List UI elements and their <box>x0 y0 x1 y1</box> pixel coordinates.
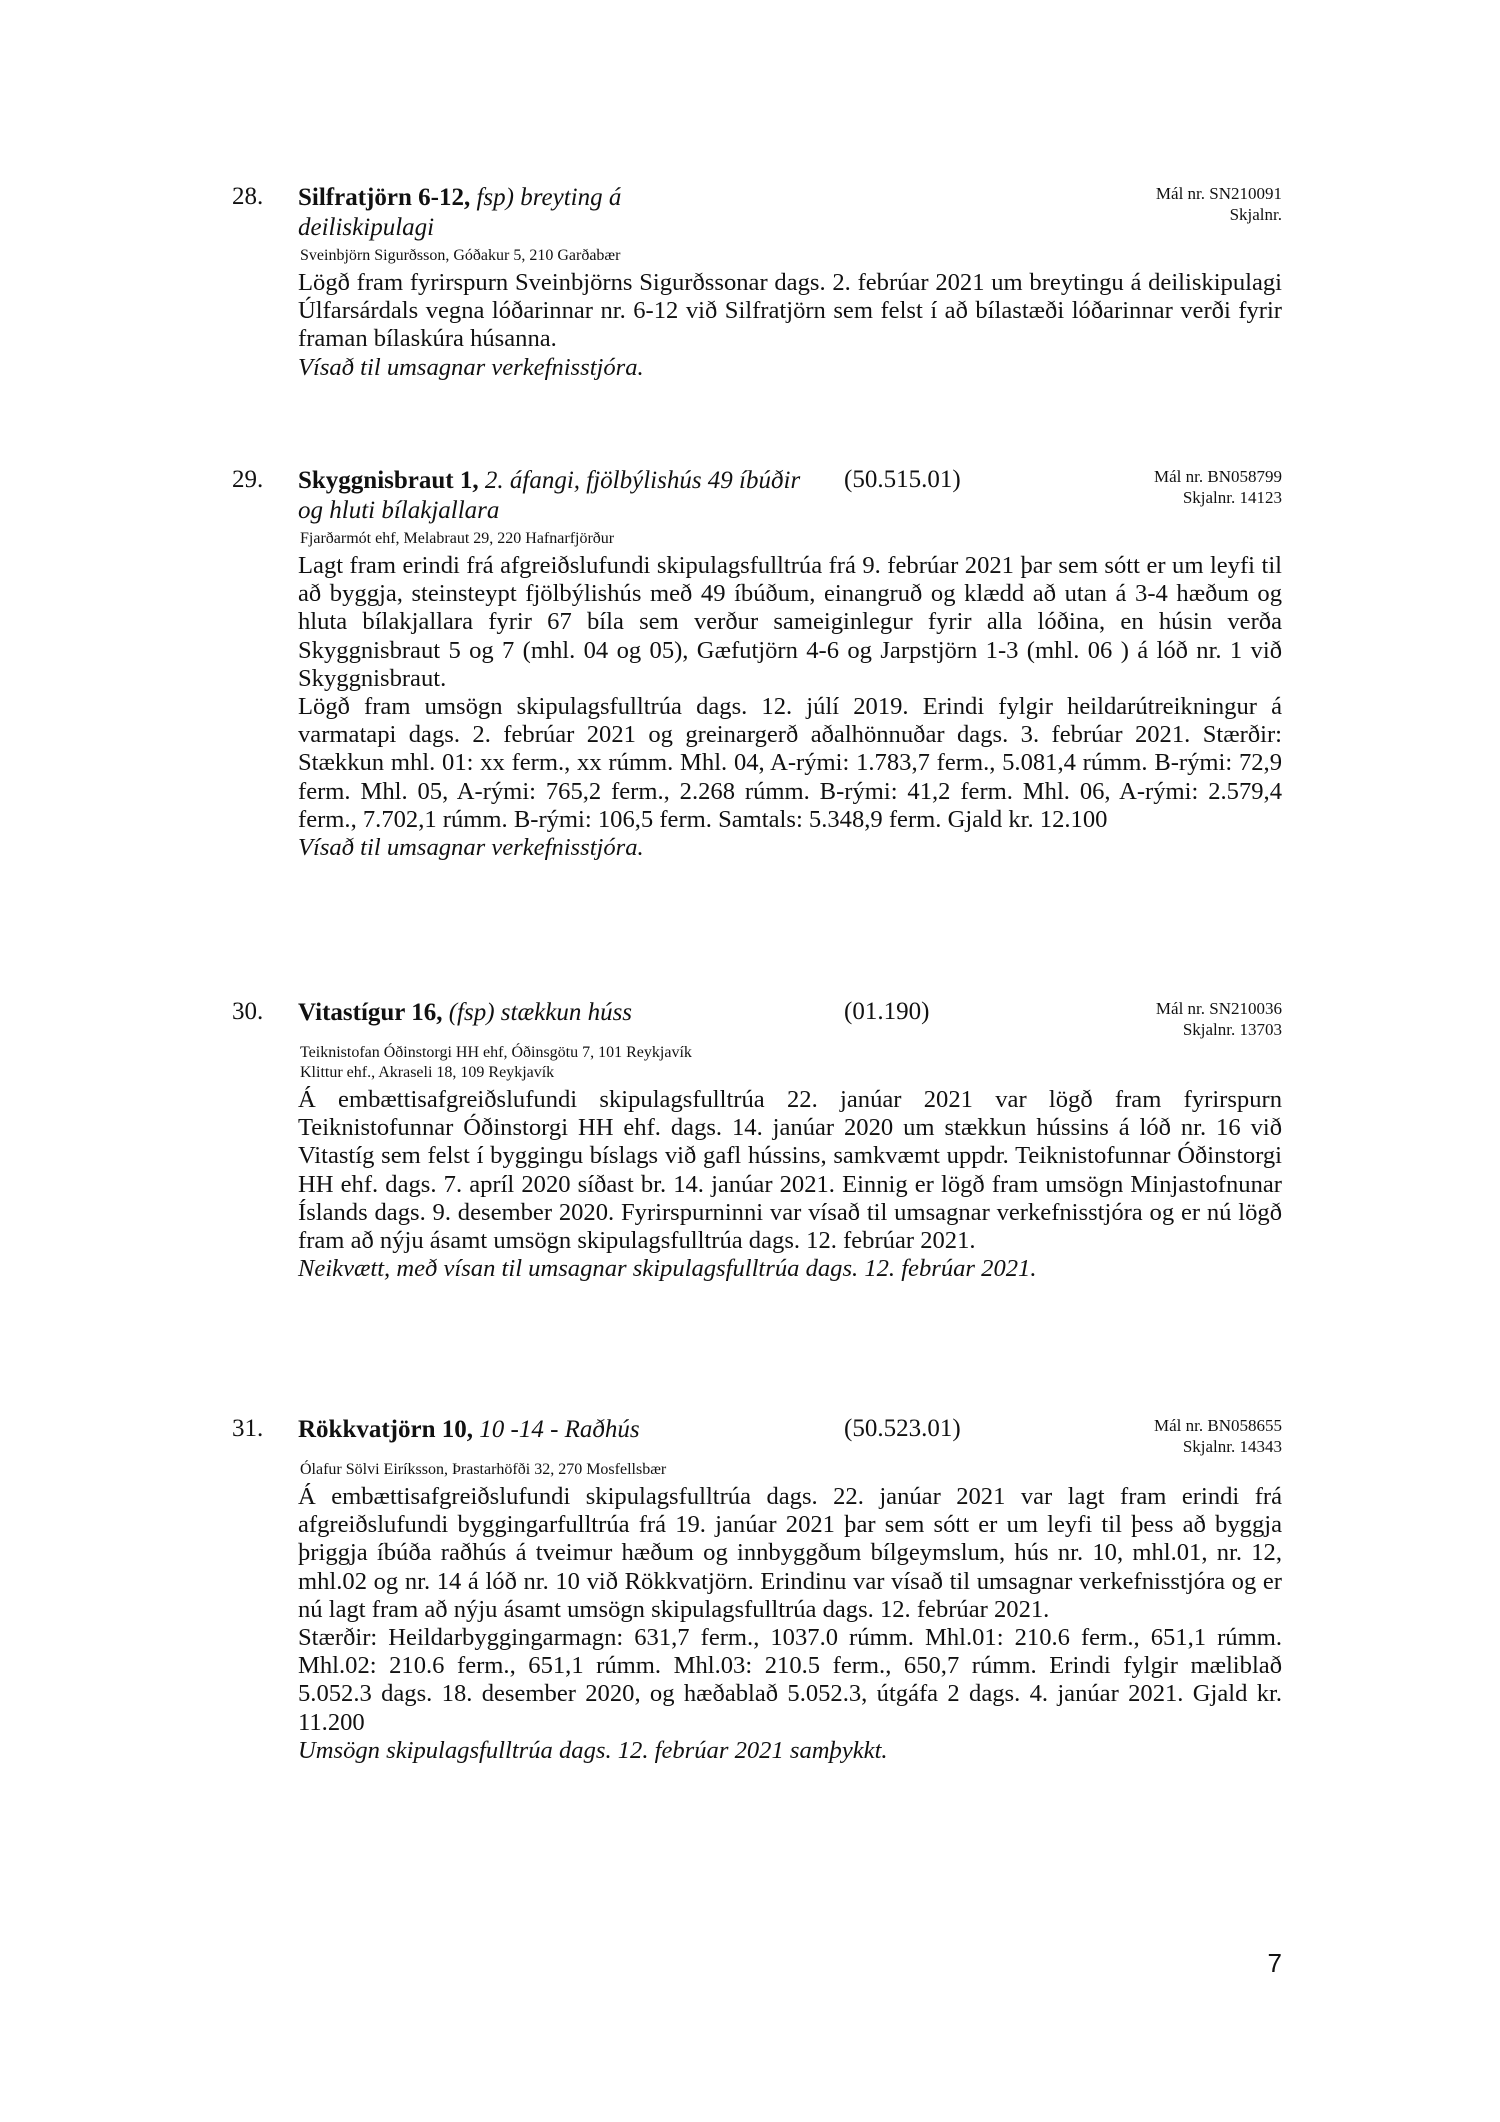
item-description: 2. áfangi, fjölbýlishús 49 íbúðir og hluti bílakjallara <box>298 467 801 524</box>
item-number: 29. <box>232 466 264 493</box>
item-heading <box>298 998 858 1028</box>
applicant: Teiknistofan Óðinstorgi HH ehf, Óðinsgötu 7, 101 Reykjavík <box>300 1044 692 1061</box>
item-number: 30. <box>232 998 264 1025</box>
item-number: 31. <box>232 1415 264 1442</box>
applicant-list <box>300 246 620 266</box>
item-heading <box>298 466 818 526</box>
applicant: Fjarðarmót ehf, Melabraut 29, 220 Hafnarfjörður <box>300 530 615 547</box>
item-paragraph: Lögð fram umsögn skipulagsfulltrúa dags. 12. júlí 2019. Erindi fylgir heildarútreikningur á varmatapi dags. 2. febrúar 2021 og greinargerð aðalhönnuðar dags. 3. febrúar 2021. Stærðir: Stækkun mhl. 01: xx ferm., xx rúmm. Mhl. 04, A-rými: 1.783,7 ferm., 5.081,4 rúmm. B-rými: 72,9 ferm. Mhl. 05, A-rými: 765,2 ferm., 2.268 rúmm. B-rými: 41,2 ferm. Mhl. 06, A-rými: 2.579,4 ferm., 7.702,1 rúmm. B-rými: 106,5 ferm. Samtals: 5.348,9 ferm. Gjald kr. 12.100 <box>298 693 1282 833</box>
item-body <box>298 1483 1282 1765</box>
item-description: (fsp) stækkun húss <box>448 999 633 1026</box>
item-address: Silfratjörn 6-12, <box>298 184 471 211</box>
item-address: Vitastígur 16, <box>298 999 443 1026</box>
item-body <box>298 269 1282 382</box>
item-body <box>298 1086 1282 1283</box>
document-number: Skjalnr. 14343 <box>1182 1437 1282 1456</box>
item-conclusion: Umsögn skipulagsfulltrúa dags. 12. febrúar 2021 samþykkt. <box>298 1736 888 1764</box>
page-number: 7 <box>1267 1948 1282 1978</box>
item-paragraph: Á embættisafgreiðslufundi skipulagsfulltrúa 22. janúar 2021 var lögð fram fyrirspurn Teiknistofunnar Óðinstorgi HH ehf. dags. 14. janúar 2020 um stækkun hússins á lóð nr. 16 við Vitastíg sem felst í byggingu bíslags við gafl hússins, samkvæmt uppdr. Teiknistofunnar Óðinstorgi HH ehf. dags. 7. apríl 2020 síðast br. 14. janúar 2021. Einnig er lögð fram umsögn Minjastofnunar Íslands dags. 9. desember 2020. Fyrirspurninni var vísað til umsagnar verkefnisstjóra og er nú lögð fram að nýju ásamt umsögn skipulagsfulltrúa dags. 12. febrúar 2021. <box>298 1086 1282 1255</box>
land-number: (50.523.01) <box>844 1415 961 1442</box>
applicant: Ólafur Sölvi Eiríksson, Þrastarhöfði 32, 270 Mosfellsbær <box>300 1461 667 1478</box>
case-reference <box>1082 998 1282 1040</box>
item-paragraph: Lagt fram erindi frá afgreiðslufundi skipulagsfulltrúa frá 9. febrúar 2021 þar sem sótt er um leyfi til að byggja, steinsteypt fjölbýlishús með 49 íbúðum, einangruð og klædd að utan á 3-4 hæðum og hluta bílakjallara fyrir 67 bíla sem verður sameiginlegur fyrir alla lóðina, en húsin verða Skyggnisbraut 5 og 7 (mhl. 04 og 05), Gæfutjörn 4-6 og Jarpstjörn 1-3 (mhl. 06 ) á lóð nr. 1 við Skyggnisbraut. <box>298 552 1282 692</box>
item-heading <box>298 1415 858 1445</box>
item-paragraph: Á embættisafgreiðslufundi skipulagsfulltrúa dags. 22. janúar 2021 var lagt fram erindi frá afgreiðslufundi byggingarfulltrúa frá 19. janúar 2021 þar sem sótt er um leyfi til þess að byggja þriggja íbúða raðhús á tveimur hæðum og innbyggðum bílgeymslum, hús nr. 10, mhl.01, nr. 12, mhl.02 og nr. 14 á lóð nr. 10 við Rökkvatjörn. Erindinu var vísað til umsagnar verkefnisstjóra og er nú lagt fram að nýju ásamt umsögn skipulagsfulltrúa dags. 12. febrúar 2021. <box>298 1483 1282 1623</box>
case-reference <box>1082 1415 1282 1457</box>
case-reference <box>1082 183 1282 225</box>
document-number: Skjalnr. 14123 <box>1182 488 1282 507</box>
item-conclusion: Vísað til umsagnar verkefnisstjóra. <box>298 834 644 862</box>
applicant-list <box>300 529 614 549</box>
item-heading <box>298 183 738 243</box>
item-paragraph: Lögð fram fyrirspurn Sveinbjörns Sigurðssonar dags. 2. febrúar 2021 um breytingu á deiliskipulagi Úlfarsárdals vegna lóðarinnar nr. 6-12 við Silfratjörn sem felst í að bílastæði lóðarinnar verði fyrir framan bílaskúra húsanna. <box>298 269 1282 353</box>
case-number: Mál nr. BN058655 <box>1154 1416 1282 1435</box>
case-number: Mál nr. BN058799 <box>1154 467 1282 486</box>
item-address: Skyggnisbraut 1, <box>298 467 479 494</box>
applicant-list <box>300 1043 692 1083</box>
land-number: (01.190) <box>844 998 930 1025</box>
item-conclusion: Vísað til umsagnar verkefnisstjóra. <box>298 353 644 381</box>
item-body <box>298 552 1282 862</box>
item-description: fsp) breyting á deiliskipulagi <box>298 184 622 241</box>
case-number: Mál nr. SN210036 <box>1155 999 1282 1018</box>
case-reference <box>1082 466 1282 508</box>
document-number: Skjalnr. <box>1229 205 1282 224</box>
land-number: (50.515.01) <box>844 466 961 493</box>
item-address: Rökkvatjörn 10, <box>298 1416 474 1443</box>
document-number: Skjalnr. 13703 <box>1182 1020 1282 1039</box>
applicant: Klittur ehf., Akraseli 18, 109 Reykjavík <box>300 1064 555 1081</box>
item-number: 28. <box>232 183 264 210</box>
item-paragraph: Stærðir: Heildarbyggingarmagn: 631,7 ferm., 1037.0 rúmm. Mhl.01: 210.6 ferm., 651,1 rúmm. Mhl.02: 210.6 ferm., 651,1 rúmm. Mhl.03: 210.5 ferm., 650,7 rúmm. Erindi fylgir mæliblað 5.052.3 dags. 18. desember 2020, og hæðablað 5.052.3, útgáfa 2 dags. 4. janúar 2021. Gjald kr. 11.200 <box>298 1624 1282 1736</box>
case-number: Mál nr. SN210091 <box>1155 184 1282 203</box>
item-description: 10 -14 - Raðhús <box>479 1416 640 1443</box>
applicant-list <box>300 1460 666 1480</box>
applicant: Sveinbjörn Sigurðsson, Góðakur 5, 210 Garðabær <box>300 247 621 264</box>
item-conclusion: Neikvætt, með vísan til umsagnar skipulagsfulltrúa dags. 12. febrúar 2021. <box>298 1255 1037 1283</box>
